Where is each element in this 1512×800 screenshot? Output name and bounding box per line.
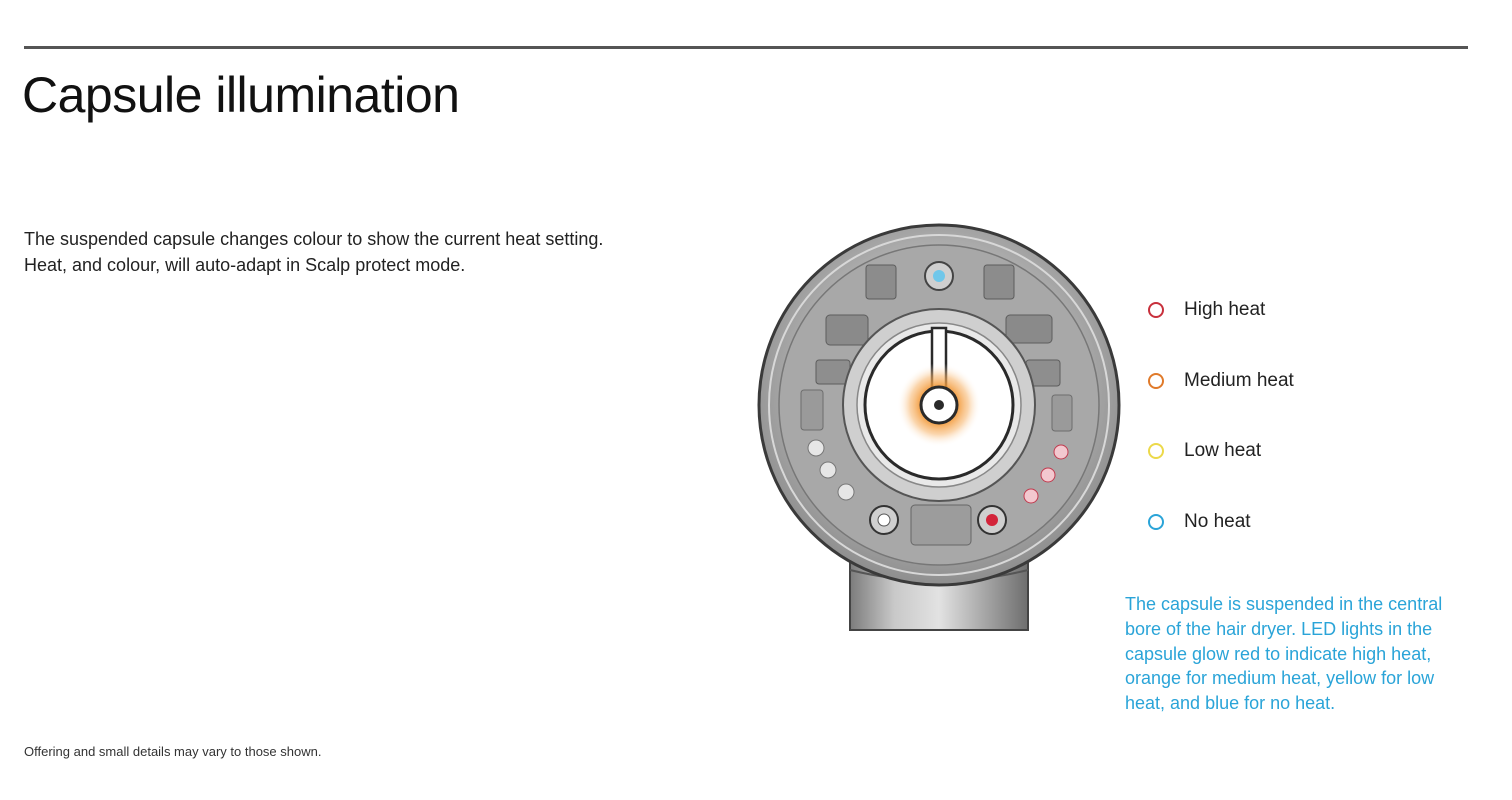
high-heat-ring-icon — [1148, 302, 1164, 318]
legend-item-high-heat — [1148, 292, 1428, 328]
no-heat-ring-icon — [1148, 514, 1164, 530]
legend-label: No heat — [1184, 510, 1251, 532]
legend-label: High heat — [1184, 299, 1266, 320]
intro-line-2: Heat, and colour, will auto-adapt in Scalp protect mode. — [24, 255, 466, 275]
hair-dryer-illustration — [756, 220, 1126, 645]
intro-text — [24, 226, 744, 278]
legend-item-no-heat — [1148, 504, 1428, 540]
legend-item-medium-heat — [1148, 363, 1428, 399]
legend-item-low-heat — [1148, 433, 1428, 469]
disclaimer: Offering and small details may vary to those shown. — [24, 744, 322, 759]
top-divider — [24, 46, 1468, 49]
legend-label: Low heat — [1184, 440, 1262, 461]
page-title: Capsule illumination — [22, 67, 460, 123]
capsule-note: The capsule is suspended in the central bore of the hair dryer. LED lights in the capsule glow red to indicate high heat, orange for medium heat, yellow for low heat, and blue for no heat. — [1125, 594, 1443, 714]
intro-line-1: The suspended capsule changes colour to show the current heat setting. — [24, 229, 604, 249]
low-heat-ring-icon — [1148, 443, 1164, 459]
heat-legend — [1148, 292, 1428, 574]
medium-heat-ring-icon — [1148, 373, 1164, 389]
legend-label: Medium heat — [1184, 369, 1294, 391]
